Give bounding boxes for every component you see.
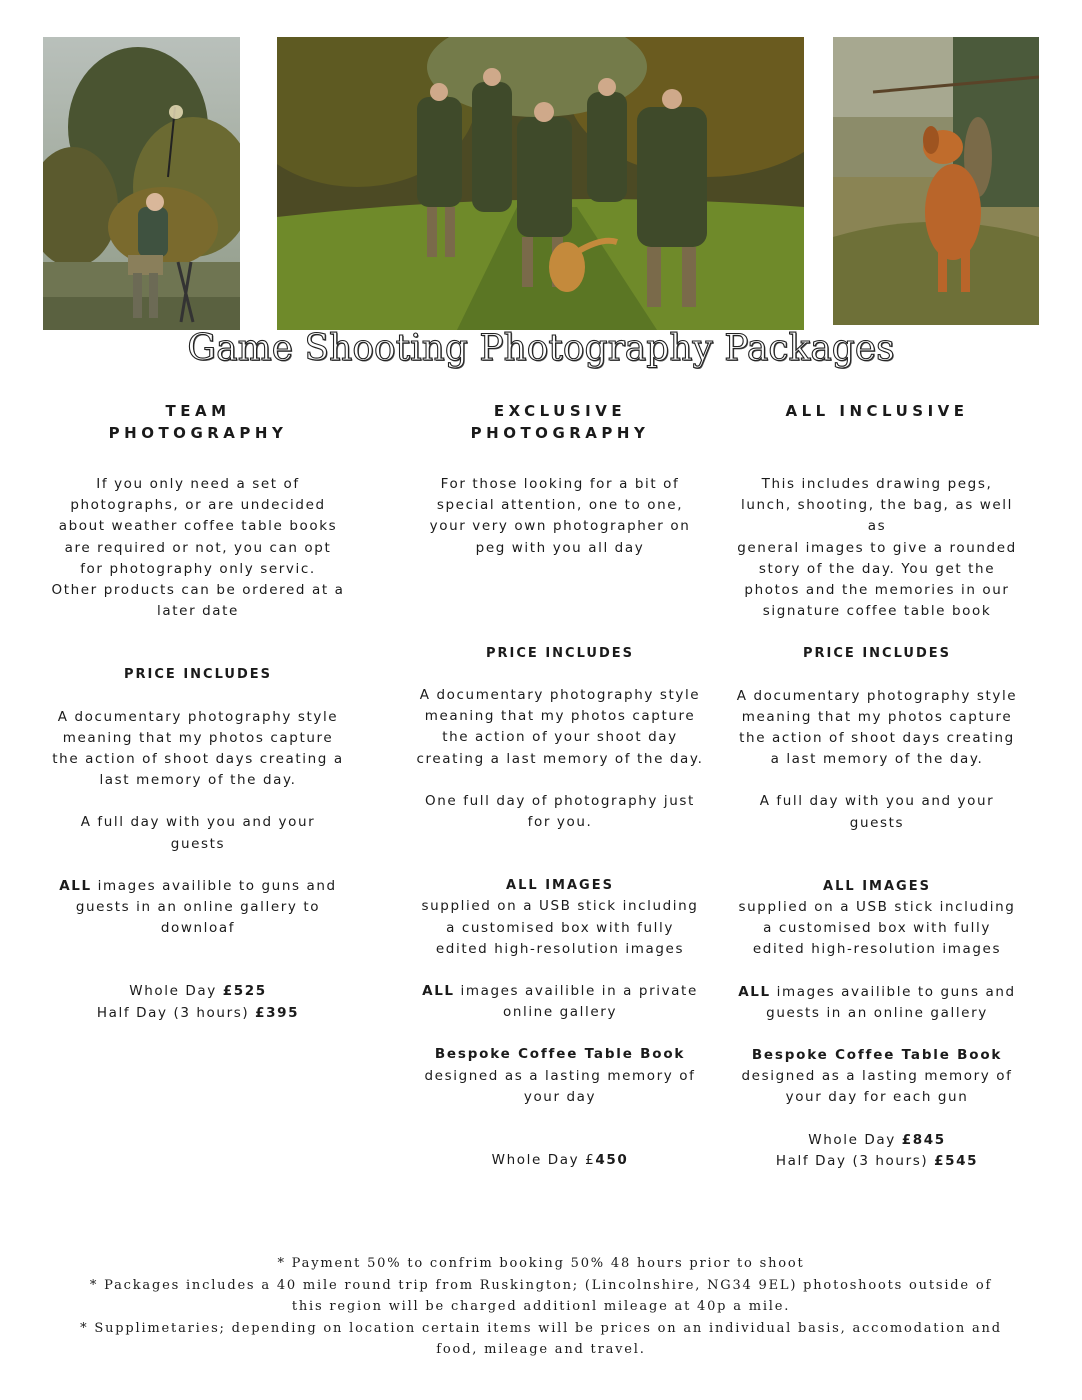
spaniel-with-game-bird-photo <box>833 37 1039 325</box>
price-includes-heading: PRICE INCLUDES <box>486 645 634 661</box>
usb-line: edited high-resolution images <box>435 940 685 957</box>
images-line: downloaf <box>160 920 236 937</box>
images-description <box>38 876 358 940</box>
description-line: general images to give a rounded <box>737 539 1017 556</box>
style-line: the action of your shoot day <box>442 729 678 746</box>
usb-description <box>400 896 720 960</box>
pricing <box>400 1150 720 1171</box>
book-line: designed as a lasting memory of <box>424 1067 696 1084</box>
day-description <box>38 812 358 854</box>
price-includes-heading: PRICE INCLUDES <box>803 646 951 662</box>
description-line: For those looking for a bit of <box>440 476 680 492</box>
style-line: meaning that my photos capture <box>741 708 1013 725</box>
all-inclusive-package <box>717 400 1037 1172</box>
gallery-bold-label: ALL <box>738 983 771 1000</box>
usb-line: supplied on a USB stick including <box>738 899 1016 916</box>
description-line: signature coffee table book <box>762 603 992 620</box>
description-line: Other products can be ordered at a <box>51 582 345 599</box>
package-title: ALL INCLUSIVE <box>785 402 969 420</box>
half-day-label: Half Day (3 hours) <box>775 1152 935 1169</box>
package-description <box>400 474 720 559</box>
images-bold-label: ALL <box>59 877 92 894</box>
package-title-line2: PHOTOGRAPHY <box>108 424 288 442</box>
description-line: peg with you all day <box>475 539 645 556</box>
whole-day-label: Whole Day £ <box>491 1152 596 1169</box>
images-line: images availible to guns and <box>91 877 337 894</box>
whole-day-price: 450 <box>595 1152 629 1169</box>
day-line: guests <box>849 814 905 831</box>
style-line: last memory of the day. <box>99 772 297 789</box>
half-day-price: £545 <box>934 1152 979 1169</box>
all-images-heading: ALL IMAGES <box>506 878 614 894</box>
gallery-line: images availible in a private <box>454 983 698 1000</box>
coffee-table-book-heading: Bespoke Coffee Table Book <box>434 1046 686 1063</box>
day-line: for you. <box>527 814 593 831</box>
pricing <box>717 1130 1037 1172</box>
day-description <box>717 791 1037 833</box>
team-photography-package <box>38 400 358 1024</box>
style-line: a last memory of the day. <box>770 751 984 768</box>
style-line: creating a last memory of the day. <box>416 750 704 767</box>
style-description <box>400 685 720 770</box>
price-includes-heading: PRICE INCLUDES <box>124 667 272 683</box>
supplementaries-note: * Supplimetaries; depending on location certain items will be prices on an individual basis, accomodation and <box>80 1320 1002 1336</box>
style-line: meaning that my photos capture <box>62 729 334 746</box>
half-day-price: £395 <box>255 1004 300 1021</box>
day-line: A full day with you and your <box>80 814 316 831</box>
usb-line: a customised box with fully <box>446 919 674 936</box>
description-line: This includes drawing pegs, <box>761 476 993 492</box>
gallery-bold-label: ALL <box>422 983 455 1000</box>
description-line: special attention, one to one, <box>436 497 684 514</box>
package-title-line1: TEAM <box>165 402 231 420</box>
gallery-line: images availible to guns and <box>770 983 1016 1000</box>
usb-description <box>717 897 1037 961</box>
mileage-note: * Packages includes a 40 mile round trip from Ruskington; (Lincolnshire, NG34 9EL) photoshoots outside of <box>89 1277 993 1293</box>
page-title: Game Shooting Photography Packages <box>187 328 895 369</box>
day-line: guests <box>170 835 226 852</box>
payment-note: * Payment 50% to confrim booking 50% 48 hours prior to shoot <box>277 1256 805 1271</box>
whole-day-price: £845 <box>901 1131 946 1148</box>
mileage-note-continued: this region will be charged additionl mileage at 40p a mile. <box>291 1299 791 1314</box>
style-description <box>717 686 1037 771</box>
description-line: photos and the memories in our <box>744 582 1010 599</box>
description-line: are required or not, you can opt <box>64 539 332 556</box>
style-line: meaning that my photos capture <box>424 708 696 725</box>
description-line: If you only need a set of <box>96 476 300 492</box>
package-title <box>400 400 720 444</box>
usb-line: supplied on a USB stick including <box>421 898 699 915</box>
half-day-label: Half Day (3 hours) <box>96 1004 256 1021</box>
style-line: the action of shoot days creating <box>739 730 1015 747</box>
style-description <box>38 707 358 792</box>
style-line: A documentary photography style <box>419 687 701 704</box>
book-description <box>717 1066 1037 1108</box>
package-title-line2: PHOTOGRAPHY <box>470 424 650 442</box>
exclusive-photography-package <box>400 400 720 1171</box>
all-images-heading: ALL IMAGES <box>823 878 931 894</box>
day-line: One full day of photography just <box>425 792 695 809</box>
package-title <box>38 400 358 444</box>
usb-line: edited high-resolution images <box>752 941 1002 958</box>
shooter-firing-photo <box>43 37 240 330</box>
style-line: the action of shoot days creating a <box>52 751 344 768</box>
book-description <box>400 1066 720 1108</box>
gallery-description <box>717 982 1037 1024</box>
description-line: your very own photographer on <box>429 518 691 535</box>
whole-day-price: £525 <box>222 983 267 1000</box>
day-description <box>400 791 720 833</box>
package-title-line1: EXCLUSIVE <box>493 402 627 420</box>
package-description <box>717 474 1037 622</box>
day-line: A full day with you and your <box>759 793 995 810</box>
gallery-line: online gallery <box>502 1004 618 1021</box>
pricing <box>38 981 358 1023</box>
footer-notes <box>60 1253 1022 1361</box>
gallery-line: guests in an online gallery <box>766 1004 988 1021</box>
whole-day-label: Whole Day <box>129 983 223 1000</box>
style-line: A documentary photography style <box>57 708 339 725</box>
description-line: as <box>867 518 887 535</box>
supplementaries-note-continued: food, mileage and travel. <box>436 1342 646 1357</box>
style-line: A documentary photography style <box>736 687 1018 704</box>
gallery-description <box>400 981 720 1023</box>
whole-day-label: Whole Day <box>808 1131 902 1148</box>
package-description <box>38 474 358 622</box>
usb-line: a customised box with fully <box>763 920 991 937</box>
description-line: lunch, shooting, the bag, as well <box>741 497 1013 514</box>
book-line: your day <box>523 1088 597 1105</box>
coffee-table-book-heading: Bespoke Coffee Table Book <box>751 1047 1003 1064</box>
images-line: guests in an online gallery to <box>75 899 321 916</box>
book-line: your day for each gun <box>785 1089 969 1106</box>
description-line: for photography only servic. <box>80 560 316 577</box>
shooting-party-walking-photo <box>277 37 804 330</box>
description-line: about weather coffee table books <box>58 518 338 535</box>
book-line: designed as a lasting memory of <box>741 1068 1013 1085</box>
description-line: later date <box>157 603 239 620</box>
description-line: photographs, or are undecided <box>70 497 326 514</box>
description-line: story of the day. You get the <box>758 560 996 577</box>
